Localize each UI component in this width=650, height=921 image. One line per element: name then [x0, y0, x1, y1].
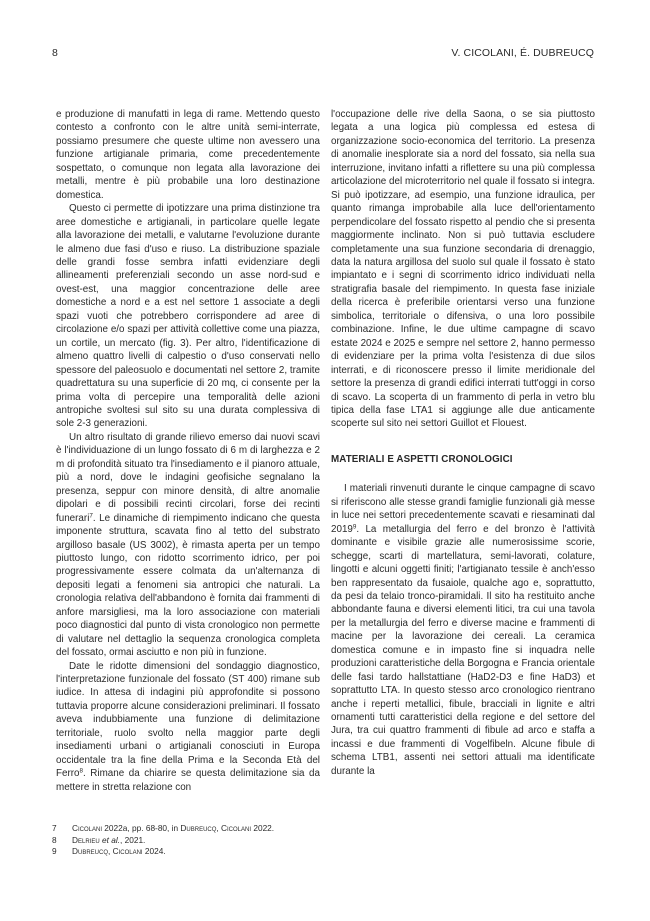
footnote-number: 8: [52, 834, 57, 845]
footnote-9: [52, 846, 274, 858]
footnote-text: [72, 846, 166, 858]
paragraph: l'occupazione delle rive della Saona, o se sia piuttosto legata a una logica più complessa ed estesa di organizzazione socio-economica del territorio. La presenza di anomalie inesplorate sia a nord del fossato, sia nella sua interruzione, invitano infatti a riflettere su una più complessa articolazione del microterritorio nel quale il fossato si integra. Si può ipotizzare, ad esempio, una funzione idraulica, per quanto rimanga improbabile alla luce dell'orientamento perpendicolare del fossato rispetto al pendio che si presenta maggiormente inclinato. Non si può tuttavia escludere completamente una sua funzione secondaria di drenaggio, data la natura argillosa del suolo sul quale il fossato è stato impiantato e i segni di scorrimento idrico individuati nella stratigrafia basale del riempimento. In questa fase iniziale della ricerca è preferibile orientarsi verso una funzione simbolica, territoriale o difensiva, o una loro possibile combinazione. Infine, le due ultime campagne di scavo estate 2024 e 2025 e sempre nel settore 2, hanno permesso di evidenziare per la prima volta l'esistenza di due silos interrati, e di riconoscere presso il limite meridionale del settore la presenza di grandi edifici interrati tutt'oggi in corso di scavo. La scoperta di un frammento di perla in vetro blu tipica della fase LTA1 si aggiunge alle due anticamente scoperte sul sito nei settori Guillot et Flouest.: [331, 109, 595, 430]
footnote-citation: , 2021.: [119, 834, 146, 845]
left-column: [56, 108, 320, 794]
paragraph: e produzione di manufatti in lega di rame. Mettendo questo contesto a confronto con le altre unità semi-interrate, possiamo presumere che queste ultime non avessero una funzione artigianale primaria, come precedentemente sospettato, o comunque non legata alla lavorazione dei metalli, mentre è più probabile una loro destinazione domestica.: [56, 109, 320, 201]
footnote-number: 9: [52, 846, 57, 857]
running-head-authors: V. CICOLANI, É. DUBREUCQ: [451, 47, 594, 59]
paragraph: [331, 482, 595, 778]
section-heading: MATERIALI E ASPETTI CRONOLOGICI: [331, 453, 513, 465]
paragraph-text: Un altro risultato di grande rilievo emerso dai nuovi scavi è l'individuazione di un lungo fossato di 6 m di larghezza e 2 m di profondità situato tra l'insediamento e il pianoro attuale, più a nord, dove le indagini geofisiche segnalano la presenza, seppur con minore densità, di altre anomalie dipolari e di possibili recinti circolari, forse dei recinti funerari: [56, 431, 320, 524]
paragraph-text: . La metallurgia del ferro e del bronzo è l'attività dominante e visibile grazie alle numerosissime scorie, schegge, scarti di martellatura, semi-lavorati, colature, lingotti e alcuni oggetti finiti; l'artigianato tessile è anch'esso ben rappresentato da fusaiole, qualche ago e, soprattutto, da pesi da telaio tronco-piramidali. Il sito ha restituito anche abbondante fauna e diversi elementi litici, tra cui una tavola per la metallurgia del ferro e diverse macine e frammenti di macine per la lavorazione dei cereali. La ceramica domestica comune e in impasto fine si inquadra nelle produzioni caratteristiche della Borgogna e Francia orientale delle fasi tardo hallstattiane (HaD2-D3 e fine HaD3) et soprattutto LTA. In questo stesso arco cronologico rientrano anche i reperti metallici, fibule, bracciali in lignite e altri ornamenti tutti caratteristici della regione e del settore del Jura, tra cui quattro frammenti di fibule ad arco e staffa a incassi e due frammenti di Vogelfibeln. Alcune fibule di schema LTB1, assenti nei settori attuali ma identificate durante la: [331, 523, 595, 777]
footnote-author: Cicolani: [72, 823, 102, 833]
footnote-author: Delrieu: [72, 834, 100, 845]
footnote-ref-8[interactable]: 8: [79, 767, 84, 775]
page-number: 8: [52, 47, 58, 59]
footnote-8: [52, 835, 274, 847]
footnote-7: [52, 823, 274, 835]
footnote-author: Dubreucq, Cicolani: [180, 823, 252, 833]
paragraph-text: Date le ridotte dimensioni del sondaggio diagnostico, l'interpretazione funzionale del fossato (ST 400) rimane sub iudice. In attesa di indagini più approfondite si possono tuttavia proporre alcune considerazioni preliminari. Il fossato aveva indubbiamente una funzione di delimitazione territoriale, ruolo svolto nella maggior parte degli insediamenti urbani o artigianali conosciuti in Europa occidentale tra la fine della Prima e la Seconda Età del Ferro: [56, 660, 320, 780]
footnote-text: [72, 835, 145, 847]
paragraph-text: . Le dinamiche di riempimento indicano che questa imponente struttura, scavata fino al tetto del substrato argilloso basale (US 3002), è rimasta aperta per un tempo piuttosto lungo, con ridotto scorrimento idrico, per poi progressivamente essere colmata da un'alternanza di depositi legati a fenomeni sia antropici che naturali. La cronologia relativa dell'abbandono è fornita dai frammenti di anfore marsigliesi, ma la loro associazione con materiali poco diagnostici dal punto di vista cronologico non permette di valutare nel dettaglio la sequenza cronologica completa del fossato, ormai asciutto e non più in funzione.: [56, 512, 320, 659]
running-head: [52, 47, 594, 63]
footnote-citation: 2022a, pp. 68-80, in: [102, 823, 181, 833]
paragraph: Questo ci permette di ipotizzare una prima distinzione tra aree domestiche e artigianali, in particolare quelle legate alla lavorazione dei metalli, e valutarne l'evoluzione durante le almeno due fasi d'uso e riuso. La distribuzione spaziale delle grandi fosse sembra infatti evidenziare degli allineamenti preferenziali secondo un asse nord-sud e ovest-est, una maggior concentrazione delle aree domestiche a nord e a est nel settore 1 associate a degli spazi vuoti che potrebbero corrispondere ad aree di circolazione e/o spazi per attività collettive come una piazza, un cortile, un mercato (fig. 3). Per altro, l'identificazione di almeno quattro livelli di calpestio o d'uso conservati nello spessore del paleosuolo e documentati nel settore 2, tramite quadrettatura su una superficie di 20 mq, ci consente per la prima volta di percepire una temporalità delle azioni antropiche svoltesi sul sito su una durata complessiva di sole 2-3 generazioni.: [56, 203, 320, 430]
paragraph-text: . Rimane da chiarire se questa delimitazione sia da mettere in stretta relazione con: [56, 768, 320, 793]
footnote-text: [72, 823, 274, 835]
right-column: [331, 108, 595, 778]
footnote-number: 7: [52, 823, 57, 833]
footnote-citation: 2024.: [142, 846, 166, 857]
paragraph: [56, 660, 320, 795]
footnote-citation: 2022.: [251, 823, 275, 833]
paragraph: [56, 431, 320, 660]
paragraph-text: I materiali rinvenuti durante le cinque campagne di scavo si riferiscono alle stesse grandi famiglie funzionali già messe in luce nei settori precedentemente scavati e riesaminati dal 2019: [331, 483, 595, 535]
footnote-ref-7[interactable]: 7: [89, 512, 93, 519]
footnote-author: Dubreucq, Cicolani: [72, 846, 143, 857]
footnotes: [52, 823, 274, 858]
footnote-ref-9[interactable]: 9: [352, 523, 357, 531]
footnote-et-al: et al.: [101, 834, 120, 845]
